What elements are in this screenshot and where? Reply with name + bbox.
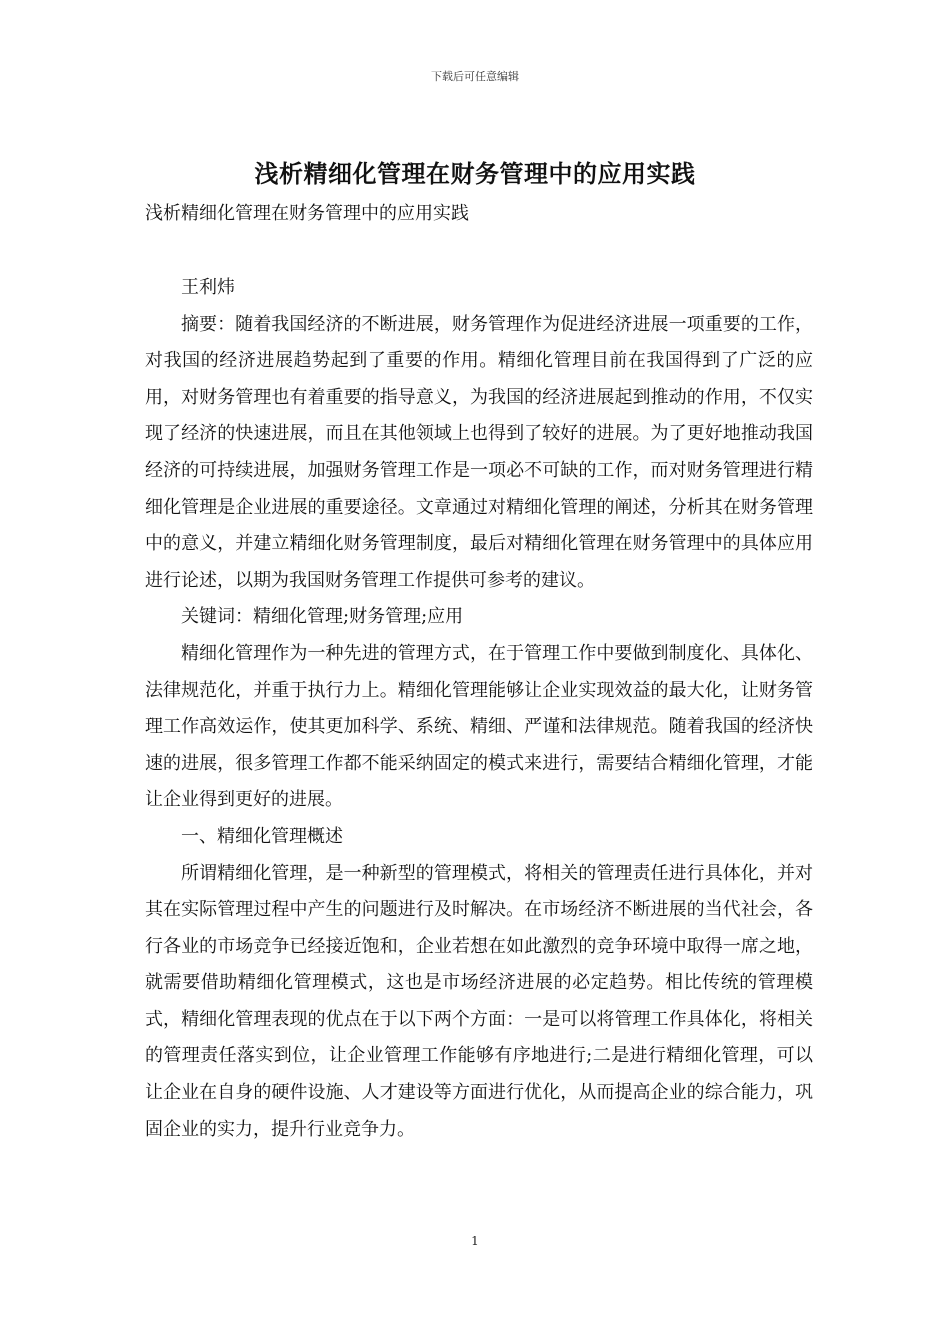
- document-body: [145, 270, 813, 1148]
- author-line: 王利炜: [181, 277, 235, 298]
- page-number: 1: [471, 1234, 479, 1248]
- intro-paragraph: 精细化管理作为一种先进的管理方式，在于管理工作中要做到制度化、具体化、法律规范化，并重于执行力上。精细化管理能够让企业实现效益的最大化，让财务管理工作高效运作，使其更加科学、系统、精细、严谨和法律规范。随着我国的经济快速的进展，很多管理工作都不能采纳固定的模式来进行，需要结合精细化管理，才能让企业得到更好的进展。: [145, 642, 813, 811]
- document-subtitle: 浅析精细化管理在财务管理中的应用实践: [145, 203, 469, 224]
- header-note: 下载后可任意编辑: [431, 70, 519, 83]
- abstract-paragraph: 摘要：随着我国经济的不断进展，财务管理作为促进经济进展一项重要的工作，对我国的经济进展趋势起到了重要的作用。精细化管理目前在我国得到了广泛的应用，对财务管理也有着重要的指导意义，为我国的经济进展起到推动的作用，不仅实现了经济的快速进展，而且在其他领域上也得到了较好的进展。为了更好地推动我国经济的可持续进展，加强财务管理工作是一项必不可缺的工作，而对财务管理进行精细化管理是企业进展的重要途径。文章通过对精细化管理的阐述，分析其在财务管理中的意义，并建立精细化财务管理制度，最后对精细化管理在财务管理中的具体应用进行论述，以期为我国财务管理工作提供可参考的建议。: [145, 313, 813, 591]
- keywords-line: 关键词：精细化管理;财务管理;应用: [181, 606, 464, 628]
- document-title: 浅析精细化管理在财务管理中的应用实践: [254, 160, 696, 188]
- section-paragraph: 所谓精细化管理，是一种新型的管理模式，将相关的管理责任进行具体化，并对其在实际管理过程中产生的问题进行及时解决。在市场经济不断进展的当代社会，各行各业的市场竞争已经接近饱和，企业若想在如此激烈的竞争环境中取得一席之地，就需要借助精细化管理模式，这也是市场经济进展的必定趋势。相比传统的管理模式，精细化管理表现的优点在于以下两个方面：一是可以将管理工作具体化，将相关的管理责任落实到位，让企业管理工作能够有序地进行;二是进行精细化管理，可以让企业在自身的硬件设施、人才建设等方面进行优化，从而提高企业的综合能力，巩固企业的实力，提升行业竞争力。: [145, 862, 813, 1140]
- section-heading: 一、精细化管理概述: [181, 825, 343, 847]
